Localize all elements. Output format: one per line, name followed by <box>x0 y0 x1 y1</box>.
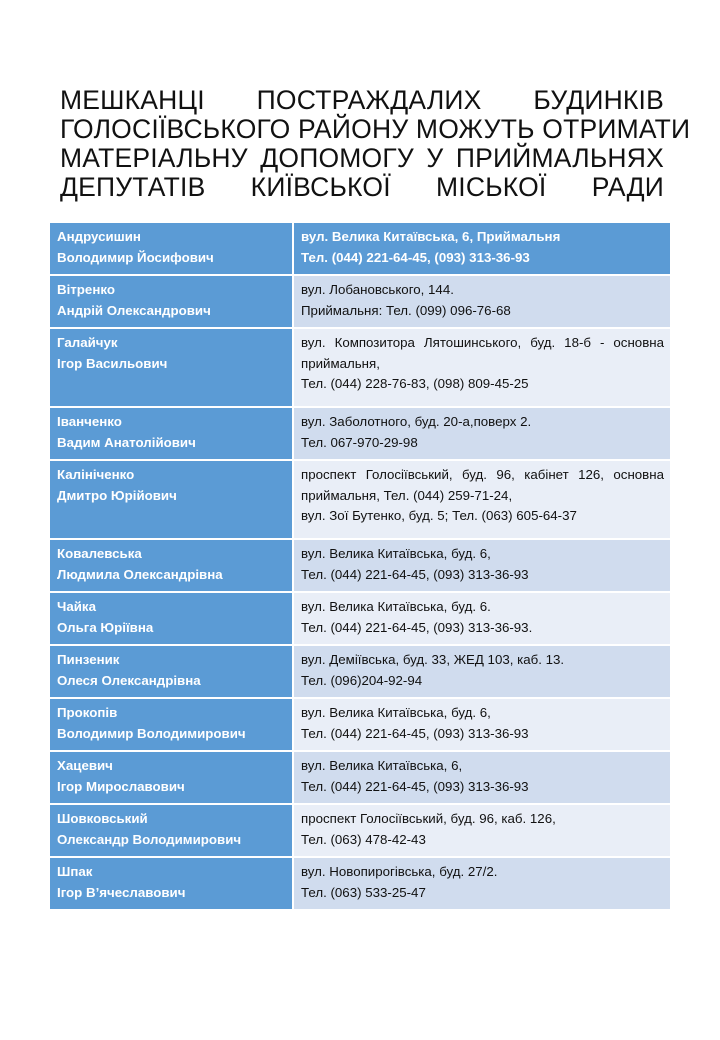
deputy-surname: Калініченко <box>57 467 135 482</box>
phone-line: Тел. (096)204-92-94 <box>301 672 423 688</box>
deputy-given-names: Ігор В’ячеславович <box>57 884 186 900</box>
deputy-surname: Іванченко <box>57 414 122 429</box>
phone-line: Приймальня: Тел. (099) 096-76-68 <box>301 302 511 318</box>
table-row <box>50 857 670 910</box>
address-line: вул. Зої Бутенко, буд. 5; Тел. (063) 605-64-37 <box>301 508 577 523</box>
table-row <box>50 645 670 698</box>
title-line: МАТЕРІАЛЬНУ ДОПОМОГУ У ПРИЙМАЛЬНЯХ <box>60 143 664 173</box>
deputy-surname: Ковалевська <box>57 546 142 561</box>
deputy-surname: Чайка <box>57 599 96 614</box>
address-line: вул. Деміївська, буд. 33, ЖЕД 103, каб. 13. <box>301 652 565 667</box>
deputy-given-names: Ігор Мирославович <box>57 778 185 794</box>
deputy-given-names: Олександр Володимирович <box>57 831 242 847</box>
reception-address-cell <box>293 275 670 328</box>
deputy-name-cell <box>50 539 293 592</box>
table-row <box>50 804 670 857</box>
deputy-given-names: Людмила Олександрівна <box>57 566 223 582</box>
table-row <box>50 698 670 751</box>
deputy-surname: Андрусишин <box>57 229 141 244</box>
phone-line: Тел. (044) 221-64-45, (093) 313-36-93 <box>301 249 530 265</box>
phone-line: Тел. (044) 221-64-45, (093) 313-36-93 <box>301 778 529 794</box>
deputy-name-cell <box>50 698 293 751</box>
table-row <box>50 460 670 539</box>
deputy-name-cell <box>50 460 293 539</box>
reception-address-cell <box>293 328 670 407</box>
page-title <box>60 85 691 202</box>
deputy-given-names: Андрій Олександрович <box>57 302 211 318</box>
deputy-surname: Вітренко <box>57 282 115 297</box>
address-line: вул. Композитора Лятошинського, буд. 18-б - основна приймальня, <box>301 335 664 371</box>
reception-address-cell <box>293 407 670 460</box>
table-row <box>50 328 670 407</box>
deputy-surname: Пинзеник <box>57 652 120 667</box>
deputy-name-cell <box>50 751 293 804</box>
deputy-surname: Галайчук <box>57 335 118 350</box>
reception-address-cell <box>293 645 670 698</box>
deputy-name-cell <box>50 645 293 698</box>
address-line: вул. Заболотного, буд. 20-а,поверх 2. <box>301 414 532 429</box>
table-row <box>50 592 670 645</box>
address-line: проспект Голосіївський, буд. 96, каб. 126, <box>301 811 556 826</box>
reception-address-cell <box>293 751 670 804</box>
reception-address-cell <box>293 539 670 592</box>
deputy-surname: Хацевич <box>57 758 113 773</box>
deputy-surname: Прокопів <box>57 705 118 720</box>
deputy-given-names: Ігор Васильович <box>57 355 168 371</box>
deputies-table <box>50 223 670 911</box>
address-line: вул. Велика Китаївська, 6, <box>301 758 463 773</box>
phone-line: Тел. (044) 221-64-45, (093) 313-36-93 <box>301 725 529 741</box>
phone-line: Тел. (063) 478-42-43 <box>301 831 426 847</box>
deputy-name-cell <box>50 275 293 328</box>
table-row <box>50 539 670 592</box>
address-line: вул. Велика Китаївська, 6, Приймальня <box>301 229 561 244</box>
reception-address-cell <box>293 857 670 910</box>
address-line: вул. Велика Китаївська, буд. 6, <box>301 705 491 720</box>
reception-address-cell <box>293 804 670 857</box>
address-line: вул. Лобановського, 144. <box>301 282 454 297</box>
title-line: МЕШКАНЦІ ПОСТРАЖДАЛИХ БУДИНКІВ <box>60 85 664 115</box>
deputy-name-cell <box>50 328 293 407</box>
deputy-given-names: Олеся Олександрівна <box>57 672 201 688</box>
title-line: ДЕПУТАТІВ КИЇВСЬКОЇ МІСЬКОЇ РАДИ <box>60 172 664 202</box>
table-row <box>50 751 670 804</box>
deputy-surname: Шпак <box>57 864 93 879</box>
deputy-surname: Шовковський <box>57 811 148 826</box>
deputy-given-names: Володимир Володимирович <box>57 725 246 741</box>
phone-line: Тел. 067-970-29-98 <box>301 434 418 450</box>
deputy-name-cell <box>50 407 293 460</box>
deputy-given-names: Ольга Юріївна <box>57 619 154 635</box>
deputy-given-names: Вадим Анатолійович <box>57 434 196 450</box>
reception-address-cell <box>293 223 670 275</box>
deputy-given-names: Дмитро Юрійович <box>57 487 177 503</box>
table-row <box>50 275 670 328</box>
deputy-name-cell <box>50 592 293 645</box>
deputy-name-cell <box>50 223 293 275</box>
reception-address-cell <box>293 698 670 751</box>
deputy-name-cell <box>50 804 293 857</box>
phone-line: Тел. (044) 221-64-45, (093) 313-36-93. <box>301 619 533 635</box>
address-line: вул. Велика Китаївська, буд. 6, <box>301 546 491 561</box>
phone-line: Тел. (063) 533-25-47 <box>301 884 426 900</box>
reception-address-cell <box>293 592 670 645</box>
table-row <box>50 407 670 460</box>
reception-address-cell <box>293 460 670 539</box>
deputy-given-names: Володимир Йосифович <box>57 249 214 265</box>
address-line: вул. Велика Китаївська, буд. 6. <box>301 599 491 614</box>
phone-line: Тел. (044) 221-64-45, (093) 313-36-93 <box>301 566 529 582</box>
table-row <box>50 223 670 275</box>
address-line: вул. Новопирогівська, буд. 27/2. <box>301 864 498 879</box>
title-line: ГОЛОСІЇВСЬКОГО РАЙОНУ МОЖУТЬ ОТРИМАТИ <box>60 114 691 144</box>
address-line: проспект Голосіївський, буд. 96, кабінет 126, основна приймальня, Тел. (044) 259-71-24, <box>301 467 664 503</box>
deputy-name-cell <box>50 857 293 910</box>
phone-line: Тел. (044) 228-76-83, (098) 809-45-25 <box>301 376 529 391</box>
